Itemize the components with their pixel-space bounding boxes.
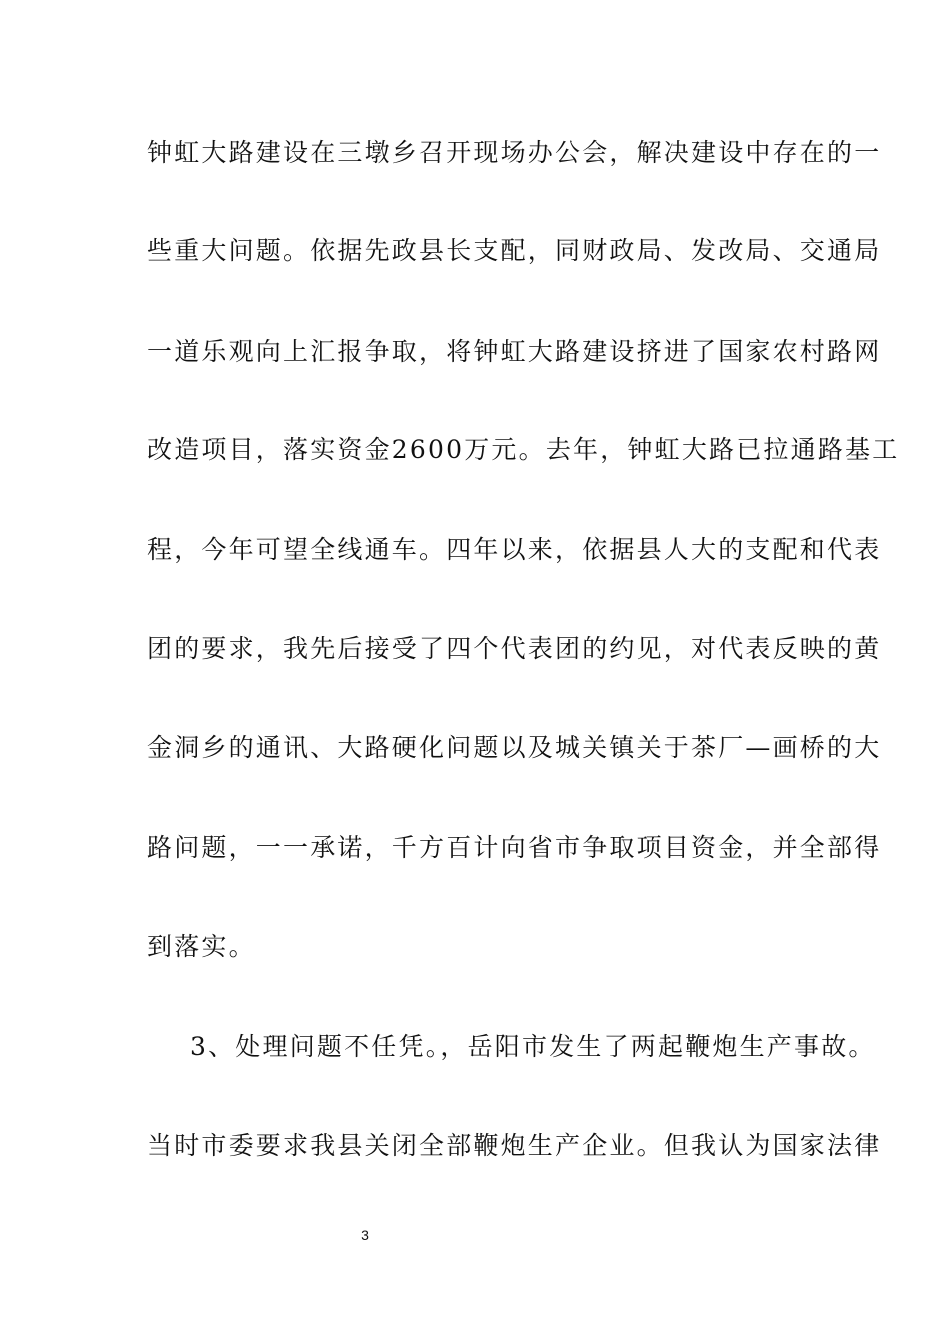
body-text-line: 改造项目，落实资金2600万元。去年，钟虹大路已拉通路基工 (147, 435, 900, 464)
body-text-line: 钟虹大路建设在三墩乡召开现场办公会，解决建设中存在的一 (147, 138, 882, 167)
body-text-line: 路问题，一一承诺，千方百计向省市争取项目资金，并全部得 (147, 833, 882, 862)
body-text-line: 一道乐观向上汇报争取，将钟虹大路建设挤进了国家农村路网 (147, 337, 882, 366)
body-text-line: 些重大问题。依据先政县长支配，同财政局、发改局、交通局 (147, 236, 882, 265)
body-text-line: 到落实。 (147, 932, 256, 961)
body-text-line: 金洞乡的通讯、大路硬化问题以及城关镇关于茶厂—画桥的大 (147, 733, 882, 762)
body-text-line: 团的要求，我先后接受了四个代表团的约见，对代表反映的黄 (147, 634, 882, 663)
body-text-line: 当时市委要求我县关闭全部鞭炮生产企业。但我认为国家法律 (147, 1131, 882, 1160)
paragraph-start-line: 3、处理问题不任凭。，岳阳市发生了两起鞭炮生产事故。 (190, 1032, 876, 1061)
page-number: 3 (361, 1227, 369, 1243)
body-text-line: 程，今年可望全线通车。四年以来，依据县人大的支配和代表 (147, 535, 882, 564)
